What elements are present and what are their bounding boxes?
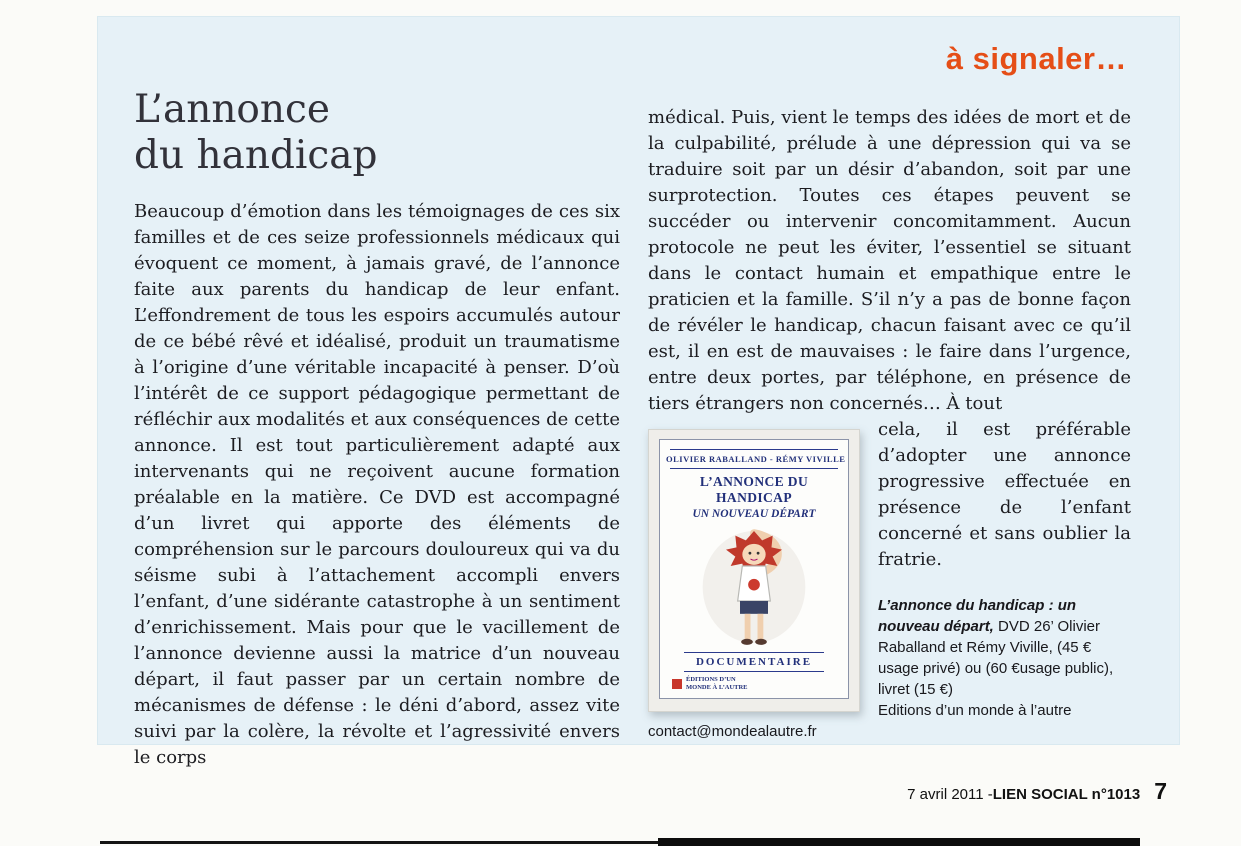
article-title-line1: L’annonce (134, 87, 330, 132)
footer-magazine-name: LIEN SOCIAL n°1013 (992, 786, 1141, 803)
article-body-right-part2: cela, il est préférable d’adopter une annonce progressive effectuée en présence de l’enfant concerné et sans oublier la fratrie. (878, 419, 1131, 570)
left-column (134, 75, 620, 771)
dvd-cover-photo (648, 429, 860, 712)
article-title-line2: du handicap (134, 133, 378, 179)
scan-artifact-bar-right (658, 838, 1140, 846)
caption-email: contact@mondealautre.fr (648, 723, 817, 740)
scan-artifact-bar-left (100, 841, 658, 844)
publisher-logo-icon (672, 679, 682, 689)
dvd-authors: OLIVIER RABALLAND - RÉMY VIVILLE (666, 454, 846, 464)
dvd-rule-top (670, 449, 838, 450)
caption-title: L’annonce du handicap : un nouveau départ, (878, 597, 1077, 635)
right-column (648, 75, 1131, 771)
dvd-genre-label: DOCUMENTAIRE (684, 652, 824, 672)
section-label: à signaler… (945, 41, 1127, 76)
footer-page-number: 7 (1154, 778, 1167, 804)
footer-date: 7 avril 2011 - (907, 786, 993, 803)
page-footer (907, 778, 1167, 805)
article-title (134, 87, 620, 179)
girl-illustration (695, 524, 813, 650)
dvd-publisher-name: ÉDITIONS D’UN MONDE À L’AUTRE (686, 676, 748, 692)
magazine-page-panel (97, 16, 1180, 769)
dvd-title: L’ANNONCE DU HANDICAP (699, 474, 809, 505)
caption-credits: DVD 26’ Olivier Raballand et Rémy Viville, (45 € usage privé) ou (60 €usage public), livret (15 €) (878, 618, 1114, 698)
dvd-subtitle: UN NOUVEAU DÉPART (692, 508, 816, 520)
dvd-cover (659, 439, 849, 699)
dvd-rule-bottom (670, 468, 838, 469)
caption-publisher: Editions d’un monde à l’autre (878, 702, 1072, 719)
article-body-right-part1: médical. Puis, vient le temps des idées de mort et de la culpabilité, prélude à une dépression qui va se traduire soit par un désir d’abandon, soit par une surprotection. Toutes ces étapes peuvent se succéder ou intervenir concomitamment. Aucun protocole ne peut les éviter, l’essentiel se situant dans le contact humain et empathique entre le praticien et la famille. S’il n’y a pas de bonne façon de révéler le handicap, chacun faisant avec ce qu’il est, il en est de mauvaises : le faire dans l’urgence, entre deux portes, par téléphone, en présence de tiers étrangers non concernés… À tout (648, 107, 1131, 414)
dvd-publisher (672, 676, 842, 692)
article-columns (134, 75, 1131, 771)
article-body-left: Beaucoup d’émotion dans les témoignages de ces six familles et de ces seize professionnels médicaux qui évoquent ce moment, à jamais gravé, de l’annonce faite aux parents du handicap de leur enfant. L’effondrement de tous les espoirs accumulés autour de ce bébé rêvé et idéalisé, produit un traumatisme à l’origine d’une véritable incapacité à penser. D’où l’intérêt de ce support pédagogique permettant de réfléchir aux modalités et aux conséquences de cette annonce. Il est tout particulièrement adapté aux intervenants qui ne reçoivent aucune formation préalable en la matière. Ce DVD est accompagné d’un livret qui apporte des éléments de compréhension sur le parcours douloureux qui va du séisme subi à l’attachement accompli envers l’enfant, d’une sidérante catastrophe à un sentiment d’enrichissement. Mais pour que le vacillement de l’annonce devienne aussi la matrice d’un nouveau départ, il faut passer par un certain nombre de mécanismes de défense : le déni d’abord, assez vite suivi par la colère, la révolte et l’agressivité envers le corps (134, 201, 620, 769)
